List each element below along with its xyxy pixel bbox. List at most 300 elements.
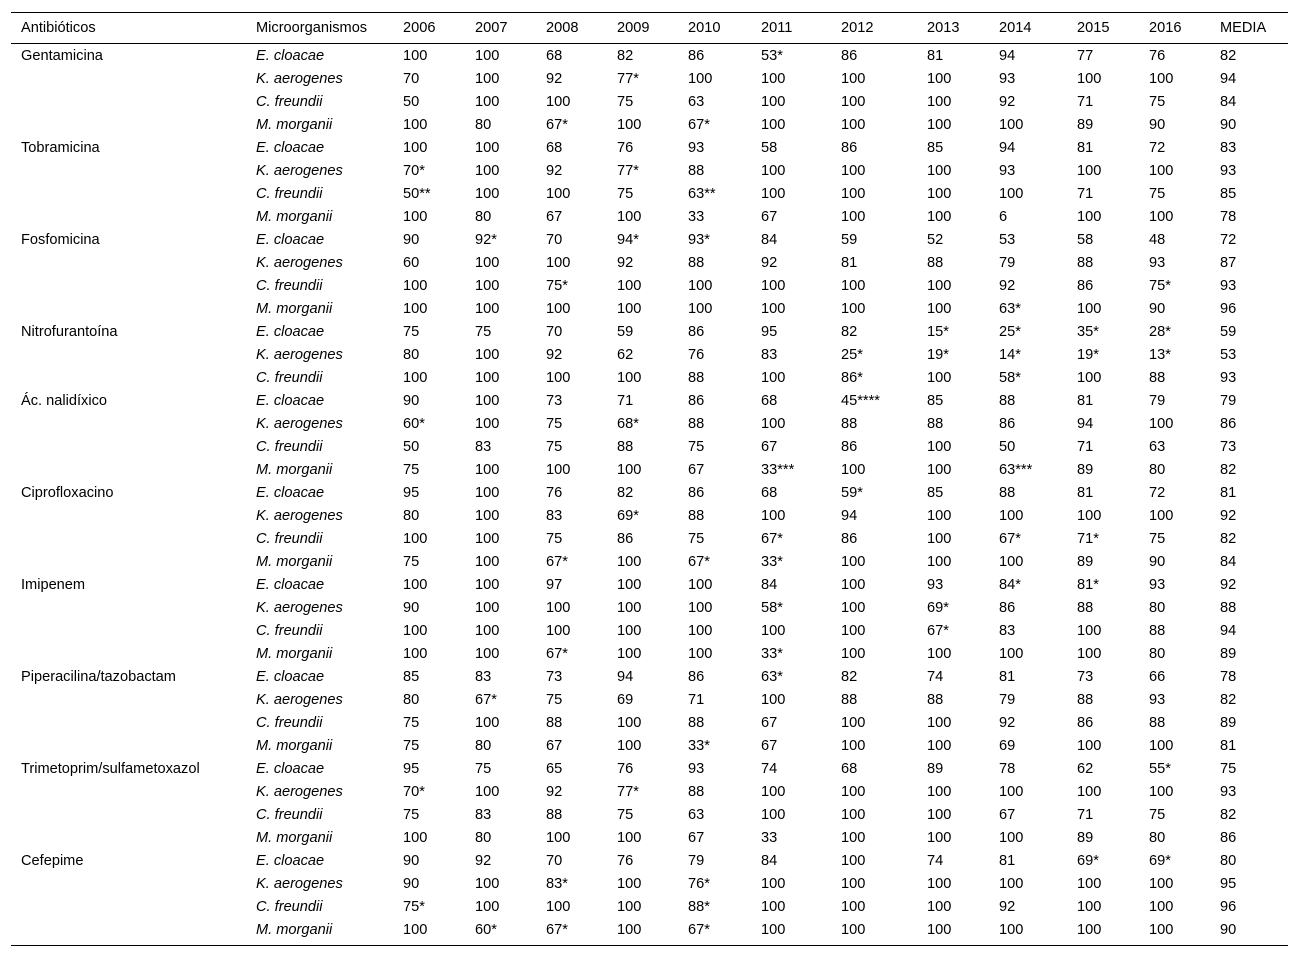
value-cell: 100 <box>688 600 713 616</box>
value-cell: 85 <box>927 485 944 501</box>
value-cell: 75* <box>1149 278 1171 294</box>
value-cell: 90 <box>1149 554 1166 570</box>
value-cell: 86 <box>841 48 858 64</box>
value-cell: 88* <box>688 899 710 915</box>
value-cell: 67* <box>546 554 568 570</box>
value-cell: 100 <box>761 508 786 524</box>
value-cell: 75 <box>403 324 420 340</box>
value-cell: 80 <box>403 347 420 363</box>
antibiotic-cell <box>11 643 246 666</box>
value-cell: 93 <box>1149 255 1166 271</box>
value-cell: 88 <box>1077 600 1094 616</box>
value-cell: 94 <box>1220 623 1237 639</box>
value-cell: 62 <box>617 347 634 363</box>
value-cell: 86 <box>1220 830 1237 846</box>
value-cell: 60* <box>403 416 425 432</box>
value-cell: 75 <box>688 439 705 455</box>
microorganism-cell: K. aerogenes <box>256 600 343 616</box>
table-row <box>11 160 1288 183</box>
value-cell: 66 <box>1149 669 1166 685</box>
value-cell: 67 <box>761 439 778 455</box>
value-cell: 73 <box>1077 669 1094 685</box>
value-cell: 92 <box>546 163 563 179</box>
value-cell: 100 <box>617 117 642 133</box>
value-cell: 81 <box>999 669 1016 685</box>
value-cell: 88 <box>688 715 705 731</box>
antibiotic-cell <box>11 919 246 946</box>
value-cell: 89 <box>1077 554 1094 570</box>
value-cell: 82 <box>841 324 858 340</box>
value-cell: 83 <box>761 347 778 363</box>
value-cell: 100 <box>546 186 571 202</box>
value-cell: 100 <box>927 209 952 225</box>
value-cell: 88 <box>1149 623 1166 639</box>
value-cell: 83 <box>546 508 563 524</box>
value-cell: 90 <box>1220 117 1237 133</box>
value-cell: 75* <box>546 278 568 294</box>
value-cell: 100 <box>688 646 713 662</box>
value-cell: 90 <box>403 853 420 869</box>
value-cell: 80 <box>1149 600 1166 616</box>
value-cell: 94 <box>999 48 1016 64</box>
value-cell: 83 <box>475 669 492 685</box>
antibiotic-cell: Ciprofloxacino <box>21 485 114 501</box>
value-cell: 89 <box>1077 117 1094 133</box>
value-cell: 100 <box>403 278 428 294</box>
value-cell: 86 <box>688 48 705 64</box>
value-cell: 88 <box>999 393 1016 409</box>
value-cell: 63* <box>999 301 1021 317</box>
value-cell: 71 <box>1077 94 1094 110</box>
value-cell: 75 <box>617 186 634 202</box>
value-cell: 100 <box>927 117 952 133</box>
value-cell: 100 <box>1149 899 1174 915</box>
value-cell: 86 <box>688 485 705 501</box>
value-cell: 100 <box>841 94 866 110</box>
value-cell: 100 <box>403 209 428 225</box>
value-cell: 100 <box>475 71 500 87</box>
value-cell: 100 <box>841 807 866 823</box>
microorganism-cell: C. freundii <box>256 439 323 455</box>
value-cell: 75 <box>403 738 420 754</box>
value-cell: 93 <box>927 577 944 593</box>
value-cell: 100 <box>927 646 952 662</box>
microorganism-cell: E. cloacae <box>256 140 325 156</box>
microorganism-cell: E. cloacae <box>256 669 325 685</box>
value-cell: 69 <box>999 738 1016 754</box>
value-cell: 95 <box>1220 876 1237 892</box>
value-cell: 75 <box>403 554 420 570</box>
value-cell: 100 <box>546 830 571 846</box>
microorganism-cell: E. cloacae <box>256 853 325 869</box>
value-cell: 100 <box>475 163 500 179</box>
value-cell: 80 <box>1220 853 1237 869</box>
table-row <box>11 183 1288 206</box>
value-cell: 75 <box>617 94 634 110</box>
value-cell: 100 <box>841 117 866 133</box>
value-cell: 94 <box>1077 416 1094 432</box>
value-cell: 25* <box>999 324 1021 340</box>
header-2007: 2007 <box>465 13 536 44</box>
value-cell: 70 <box>546 232 563 248</box>
value-cell: 93 <box>1149 577 1166 593</box>
value-cell: 90 <box>403 876 420 892</box>
value-cell: 86 <box>999 416 1016 432</box>
value-cell: 85 <box>1220 186 1237 202</box>
value-cell: 92 <box>617 255 634 271</box>
value-cell: 80 <box>403 508 420 524</box>
value-cell: 100 <box>841 577 866 593</box>
table-row <box>11 781 1288 804</box>
value-cell: 87 <box>1220 255 1237 271</box>
table-row <box>11 321 1288 344</box>
value-cell: 70* <box>403 784 425 800</box>
value-cell: 100 <box>403 531 428 547</box>
value-cell: 60 <box>403 255 420 271</box>
value-cell: 100 <box>617 600 642 616</box>
value-cell: 69* <box>1077 853 1099 869</box>
value-cell: 100 <box>999 508 1024 524</box>
value-cell: 82 <box>1220 462 1237 478</box>
value-cell: 95 <box>761 324 778 340</box>
value-cell: 82 <box>1220 692 1237 708</box>
value-cell: 100 <box>927 370 952 386</box>
value-cell: 92 <box>761 255 778 271</box>
table-row <box>11 919 1288 946</box>
header-2009: 2009 <box>607 13 678 44</box>
value-cell: 100 <box>761 370 786 386</box>
value-cell: 100 <box>475 94 500 110</box>
table-row <box>11 44 1288 69</box>
value-cell: 80 <box>475 117 492 133</box>
value-cell: 100 <box>831 919 917 946</box>
microorganism-cell: M. morganii <box>256 117 333 133</box>
antibiotic-cell <box>11 91 246 114</box>
value-cell: 100 <box>475 186 500 202</box>
value-cell: 96 <box>1220 899 1237 915</box>
microorganism-cell: C. freundii <box>256 94 323 110</box>
value-cell: 48 <box>1149 232 1166 248</box>
value-cell: 89 <box>1077 830 1094 846</box>
value-cell: 100 <box>617 209 642 225</box>
value-cell: 58* <box>761 600 783 616</box>
table-row <box>11 68 1288 91</box>
value-cell: 88 <box>1220 600 1237 616</box>
antibiotic-cell <box>11 551 246 574</box>
value-cell: 75 <box>546 439 563 455</box>
value-cell: 15* <box>927 324 949 340</box>
value-cell: 100 <box>475 554 500 570</box>
microorganism-cell: E. cloacae <box>256 232 325 248</box>
value-cell: 100 <box>761 623 786 639</box>
value-cell: 50** <box>403 186 431 202</box>
value-cell: 58 <box>1077 232 1094 248</box>
value-cell: 92 <box>475 853 492 869</box>
value-cell: 80 <box>475 830 492 846</box>
value-cell: 25* <box>841 347 863 363</box>
value-cell: 100 <box>475 462 500 478</box>
value-cell: 75 <box>403 715 420 731</box>
header-2012: 2012 <box>831 13 917 44</box>
value-cell: 94 <box>841 508 858 524</box>
microorganism-cell: M. morganii <box>256 462 333 478</box>
table-row <box>11 482 1288 505</box>
value-cell: 59 <box>617 324 634 340</box>
value-cell: 50 <box>999 439 1016 455</box>
value-cell: 88 <box>1077 255 1094 271</box>
microorganism-cell: E. cloacae <box>256 577 325 593</box>
value-cell: 81 <box>1077 140 1094 156</box>
value-cell: 68 <box>546 140 563 156</box>
value-cell: 79 <box>999 255 1016 271</box>
value-cell: 86 <box>999 600 1016 616</box>
table-row <box>11 712 1288 735</box>
value-cell: 50 <box>403 94 420 110</box>
antibiotic-cell <box>11 436 246 459</box>
table-row <box>11 91 1288 114</box>
value-cell: 100 <box>1077 301 1102 317</box>
value-cell: 77* <box>617 71 639 87</box>
header-2011: 2011 <box>751 13 831 44</box>
antibiotic-cell <box>11 367 246 390</box>
microorganism-cell: E. cloacae <box>256 48 325 64</box>
value-cell: 100 <box>1077 163 1102 179</box>
value-cell: 100 <box>475 393 500 409</box>
value-cell: 74 <box>927 669 944 685</box>
value-cell: 86 <box>688 669 705 685</box>
value-cell: 94* <box>617 232 639 248</box>
value-cell: 75 <box>1149 186 1166 202</box>
value-cell: 84 <box>1220 94 1237 110</box>
value-cell: 88 <box>927 692 944 708</box>
value-cell: 86 <box>1077 715 1094 731</box>
value-cell: 100 <box>761 416 786 432</box>
value-cell: 33 <box>761 830 778 846</box>
value-cell: 100 <box>841 853 866 869</box>
value-cell: 100 <box>1149 876 1174 892</box>
value-cell: 100 <box>841 186 866 202</box>
value-cell: 71 <box>1077 807 1094 823</box>
value-cell: 81* <box>1077 577 1099 593</box>
header-2016: 2016 <box>1139 13 1210 44</box>
value-cell: 100 <box>617 278 642 294</box>
value-cell: 67 <box>546 209 563 225</box>
value-cell: 59 <box>1220 324 1237 340</box>
antibiotic-cell <box>11 68 246 91</box>
value-cell: 100 <box>761 117 786 133</box>
value-cell: 100 <box>1077 876 1102 892</box>
value-cell: 100 <box>761 278 786 294</box>
table-row <box>11 804 1288 827</box>
value-cell: 82 <box>617 48 634 64</box>
value-cell: 100 <box>841 899 866 915</box>
antibiotic-cell: Tobramicina <box>21 140 100 156</box>
antibiotic-cell <box>11 183 246 206</box>
value-cell: 71 <box>617 393 634 409</box>
value-cell: 100 <box>403 623 428 639</box>
value-cell: 76 <box>1149 48 1166 64</box>
value-cell: 75 <box>1220 761 1237 777</box>
value-cell: 80 <box>475 209 492 225</box>
table-row <box>11 298 1288 321</box>
value-cell: 86 <box>841 140 858 156</box>
header-microorganisms: Microorganismos <box>246 13 393 44</box>
value-cell: 88 <box>927 255 944 271</box>
antibiotic-cell <box>11 298 246 321</box>
value-cell: 65 <box>546 761 563 777</box>
value-cell: 100 <box>475 278 500 294</box>
value-cell: 85 <box>927 140 944 156</box>
value-cell: 79 <box>1220 393 1237 409</box>
value-cell: 100 <box>1077 738 1102 754</box>
microorganism-cell: M. morganii <box>256 646 333 662</box>
value-cell: 88 <box>688 163 705 179</box>
antibiotic-cell: Gentamicina <box>21 48 103 64</box>
table-row <box>11 689 1288 712</box>
value-cell: 53 <box>999 232 1016 248</box>
table-row <box>11 758 1288 781</box>
value-cell: 53 <box>1220 347 1237 363</box>
value-cell: 75 <box>475 324 492 340</box>
value-cell: 74 <box>927 853 944 869</box>
value-cell: 80 <box>1149 830 1166 846</box>
value-cell: 100 <box>761 94 786 110</box>
value-cell: 88 <box>688 784 705 800</box>
value-cell: 70 <box>403 71 420 87</box>
value-cell: 92 <box>1220 508 1237 524</box>
value-cell: 83 <box>475 807 492 823</box>
value-cell: 33 <box>688 209 705 225</box>
value-cell: 75* <box>403 899 425 915</box>
value-cell: 71 <box>1077 439 1094 455</box>
microorganism-cell: C. freundii <box>256 899 323 915</box>
value-cell: 69 <box>617 692 634 708</box>
value-cell: 33* <box>761 554 783 570</box>
table-row <box>11 229 1288 252</box>
antibiotic-cell <box>11 689 246 712</box>
value-cell: 81 <box>999 853 1016 869</box>
value-cell: 100 <box>927 830 952 846</box>
value-cell: 92 <box>999 278 1016 294</box>
value-cell: 73 <box>546 669 563 685</box>
value-cell: 100 <box>475 876 500 892</box>
value-cell: 45**** <box>841 393 880 409</box>
value-cell: 89 <box>1220 715 1237 731</box>
table-row <box>11 505 1288 528</box>
value-cell: 90 <box>403 232 420 248</box>
value-cell: 95 <box>403 761 420 777</box>
header-antibiotics: Antibióticos <box>11 13 246 44</box>
microorganism-cell: E. cloacae <box>256 324 325 340</box>
value-cell: 89 <box>927 761 944 777</box>
antibiotic-cell <box>11 413 246 436</box>
value-cell: 93 <box>688 140 705 156</box>
value-cell: 100 <box>761 71 786 87</box>
antibiotic-cell: Ác. nalidíxico <box>21 393 107 409</box>
value-cell: 69* <box>927 600 949 616</box>
value-cell: 100 <box>927 278 952 294</box>
value-cell: 85 <box>403 669 420 685</box>
value-cell: 100 <box>546 370 571 386</box>
value-cell: 72 <box>1220 232 1237 248</box>
value-cell: 67* <box>475 692 497 708</box>
value-cell: 93 <box>1149 692 1166 708</box>
value-cell: 50 <box>403 439 420 455</box>
value-cell: 100 <box>546 899 571 915</box>
value-cell: 100 <box>761 899 786 915</box>
value-cell: 100 <box>475 255 500 271</box>
value-cell: 78 <box>999 761 1016 777</box>
value-cell: 94 <box>1220 71 1237 87</box>
value-cell: 92 <box>999 94 1016 110</box>
value-cell: 100 <box>927 186 952 202</box>
value-cell: 28* <box>1149 324 1171 340</box>
header-2010: 2010 <box>678 13 751 44</box>
value-cell: 82 <box>1220 48 1237 64</box>
value-cell: 100 <box>688 301 713 317</box>
value-cell: 75 <box>475 761 492 777</box>
value-cell: 88 <box>688 416 705 432</box>
value-cell: 100 <box>475 347 500 363</box>
value-cell: 68* <box>617 416 639 432</box>
antibiotic-cell <box>11 735 246 758</box>
value-cell: 70 <box>546 853 563 869</box>
value-cell: 86 <box>688 324 705 340</box>
value-cell: 100 <box>617 577 642 593</box>
value-cell: 90 <box>403 600 420 616</box>
value-cell: 88 <box>546 807 563 823</box>
antibiotic-cell <box>11 804 246 827</box>
value-cell: 100 <box>617 301 642 317</box>
value-cell: 86 <box>841 439 858 455</box>
value-cell: 100 <box>475 577 500 593</box>
table-row <box>11 436 1288 459</box>
table-row <box>11 551 1288 574</box>
table-header <box>11 13 1288 44</box>
value-cell: 100 <box>999 784 1024 800</box>
value-cell: 83 <box>1220 140 1237 156</box>
value-cell: 100 <box>841 301 866 317</box>
value-cell: 100 <box>841 738 866 754</box>
value-cell: 100 <box>1077 71 1102 87</box>
header-row <box>11 13 1288 44</box>
antibiotic-cell <box>11 528 246 551</box>
table-row <box>11 344 1288 367</box>
value-cell: 77* <box>617 163 639 179</box>
value-cell: 86* <box>841 370 863 386</box>
value-cell: 100 <box>1077 784 1102 800</box>
value-cell: 100 <box>1067 919 1139 946</box>
value-cell: 100 <box>841 71 866 87</box>
value-cell: 62 <box>1077 761 1094 777</box>
value-cell: 84* <box>999 577 1021 593</box>
value-cell: 75 <box>688 531 705 547</box>
value-cell: 100 <box>1077 899 1102 915</box>
value-cell: 90 <box>1149 301 1166 317</box>
value-cell: 100 <box>475 531 500 547</box>
value-cell: 33*** <box>761 462 795 478</box>
value-cell: 86 <box>1077 278 1094 294</box>
value-cell: 59* <box>841 485 863 501</box>
value-cell: 96 <box>1220 301 1237 317</box>
value-cell: 67* <box>927 623 949 639</box>
header-2014: 2014 <box>989 13 1067 44</box>
value-cell: 81 <box>1077 393 1094 409</box>
value-cell: 100 <box>989 919 1067 946</box>
value-cell: 100 <box>841 784 866 800</box>
value-cell: 100 <box>403 301 428 317</box>
value-cell: 100 <box>927 71 952 87</box>
